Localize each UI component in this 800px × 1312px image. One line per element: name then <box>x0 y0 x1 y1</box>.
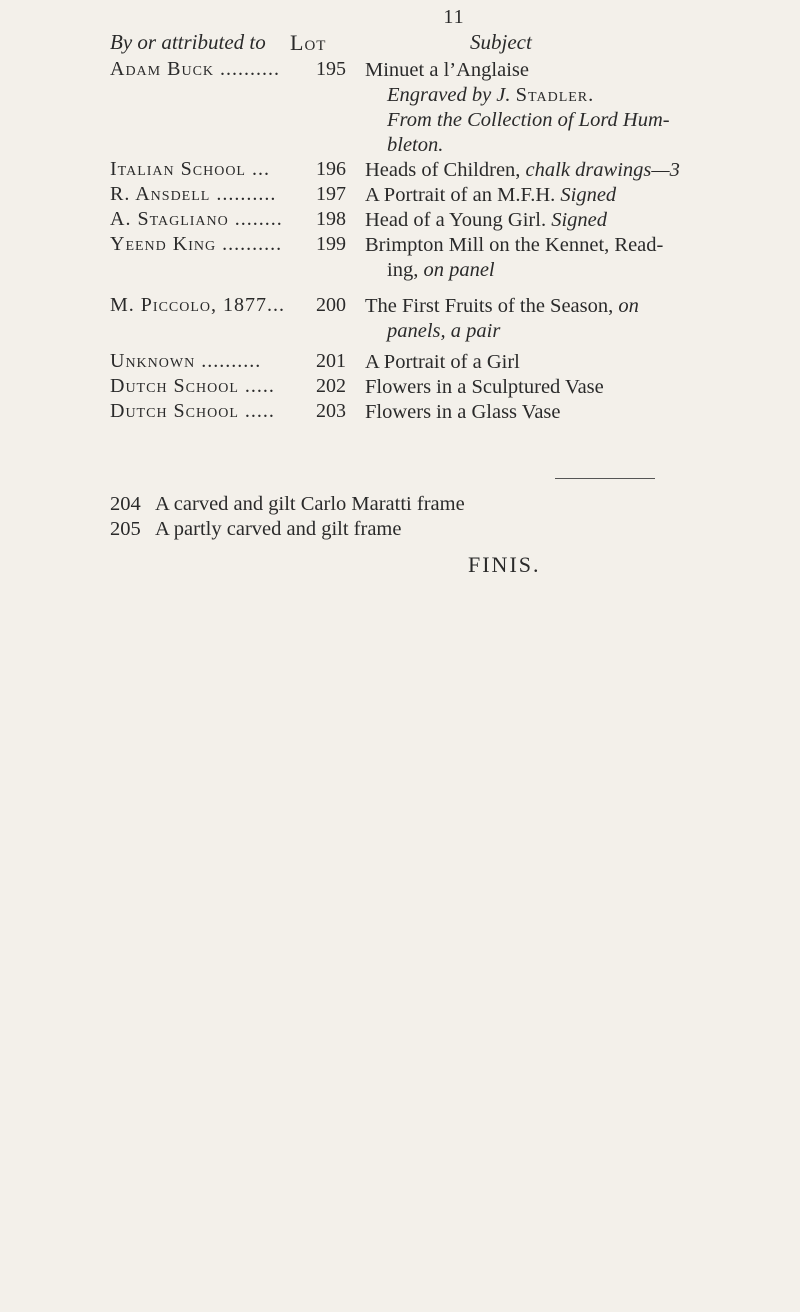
entry-subject <box>365 400 785 425</box>
frame-entry <box>110 517 465 542</box>
subject-line: Flowers in a Glass Vase <box>365 401 561 423</box>
page-number: 11 <box>443 6 465 28</box>
finis-mark: FINIS. <box>468 552 541 577</box>
subject-line: panels, a pair <box>387 320 501 342</box>
subject-medium: on <box>618 295 639 317</box>
entry-artist: Unknown .......... <box>110 350 262 372</box>
entry-artist: Italian School ... <box>110 158 270 180</box>
entry-lot: 203 <box>316 400 346 422</box>
entry-artist: Adam Buck .......... <box>110 58 281 80</box>
subject-line: Flowers in a Sculptured Vase <box>365 376 604 398</box>
entry-artist: Dutch School ..... <box>110 400 275 422</box>
entry-subject <box>365 58 785 158</box>
subject-text: The First Fruits of the Season, <box>365 295 619 317</box>
frame-lot: 205 <box>110 518 141 540</box>
entry-subject <box>365 183 785 208</box>
entry-subject <box>365 208 785 233</box>
subject-text: Heads of Children, <box>365 159 526 181</box>
subject-line <box>365 294 785 319</box>
subject-medium: chalk drawings—3 <box>525 159 680 181</box>
frame-description: A partly carved and gilt frame <box>155 518 402 540</box>
subject-note: Signed <box>560 184 617 206</box>
subject-text: Head of a Young Girl. <box>365 209 552 231</box>
entry-lot: 198 <box>316 208 346 230</box>
entry-subject <box>365 350 785 375</box>
entry-subject <box>365 375 785 400</box>
subject-line <box>365 83 785 108</box>
entry-artist: R. Ansdell .......... <box>110 183 277 205</box>
entry-lot: 202 <box>316 375 346 397</box>
subject-line <box>365 258 785 283</box>
subject-text: A Portrait of an M.F.H. <box>365 184 561 206</box>
header-attributed: By or attributed to <box>110 30 266 54</box>
header-lot: Lot <box>290 30 327 55</box>
subject-line <box>365 208 785 233</box>
entry-lot: 201 <box>316 350 346 372</box>
entry-lot: 199 <box>316 233 346 255</box>
subject-line <box>365 158 785 183</box>
entry-artist: A. Stagliano ........ <box>110 208 283 230</box>
section-divider <box>555 478 655 479</box>
subject-medium: on panel <box>423 259 495 281</box>
entry-artist: Yeend King .......... <box>110 233 283 255</box>
frame-entry <box>110 492 465 517</box>
engraver-name: Stadler. <box>515 84 595 106</box>
subject-note: Signed <box>551 209 607 231</box>
entry-subject <box>365 158 785 183</box>
entry-lot: 196 <box>316 158 346 180</box>
subject-line: A Portrait of a Girl <box>365 351 520 373</box>
subject-line: From the Collection of Lord Hum- <box>387 109 670 131</box>
frame-description: A carved and gilt Carlo Maratti frame <box>155 493 465 515</box>
subject-line <box>365 183 785 208</box>
entry-subject <box>365 233 785 283</box>
entry-lot: 197 <box>316 183 346 205</box>
frame-lot: 204 <box>110 493 141 515</box>
entry-subject <box>365 294 785 344</box>
entry-lot: 195 <box>316 58 346 80</box>
subject-text: Engraved by J. <box>387 84 516 106</box>
entry-artist: M. Piccolo, 1877... <box>110 294 286 316</box>
frames-list <box>110 492 465 542</box>
header-subject: Subject <box>470 30 532 54</box>
subject-line: Minuet a l’Anglaise <box>365 59 529 81</box>
subject-line: Brimpton Mill on the Kennet, Read- <box>365 234 664 256</box>
subject-line: bleton. <box>387 134 444 156</box>
entry-artist: Dutch School ..... <box>110 375 275 397</box>
subject-text: ing, <box>387 259 424 281</box>
entry-lot: 200 <box>316 294 346 316</box>
